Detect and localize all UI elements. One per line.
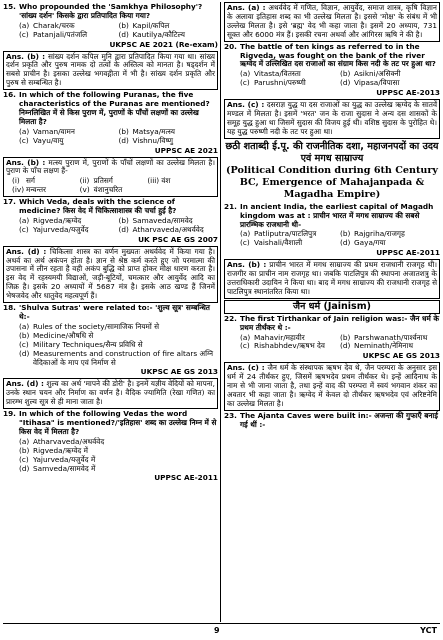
subitem-text: मन्वन्तर (26, 185, 46, 195)
option-text: Vitasta/वितस्ता (254, 69, 301, 79)
option-list (19, 438, 218, 474)
publisher-mark: YCT (420, 626, 437, 635)
option (340, 239, 440, 248)
option-text: Parushni/परुष्णी (254, 78, 306, 88)
question (224, 412, 440, 430)
option-text: Measurements and construction of fire altars अग्नि वेदिकाओं के माप एवं निर्माण से (33, 348, 214, 367)
option-key: (b) (340, 229, 351, 239)
answer-label: Ans. (d) : (6, 246, 47, 256)
option-key: (a) (240, 69, 251, 79)
option (240, 239, 340, 248)
option-text: Parshwanath/पार्श्वनाथ (354, 332, 428, 342)
answer-subitem (12, 186, 80, 195)
option-text: Vishnu/विष्णु (132, 135, 174, 145)
option-text: Vipasa/विपासा (354, 78, 400, 88)
question-number: 22. (224, 313, 237, 323)
question-number: 23. (224, 410, 237, 420)
question-text: The Ajanta Caves were built in:- अजन्ता की गुफाएँ बनाई गई थीं :- (240, 410, 438, 429)
option-key: (a) (240, 229, 251, 239)
exam-source: UPPSC AE-2011 (154, 473, 218, 483)
option-text: Mahavir/महावीर (254, 332, 305, 342)
option-list (240, 70, 440, 88)
option-key: (d) (340, 78, 351, 88)
option-key: (a) (19, 215, 30, 225)
option-text: Charak/चरक (33, 20, 75, 30)
question-text: The first Tirthankar of Jain religion was:- जैन धर्म के प्रथम तीर्थंकर थे :- (240, 313, 439, 332)
question-number: 21. (224, 201, 237, 211)
answer-text: शुल्व का अर्थ 'मापने की डोरी' है। इनमें यज्ञीय वेदियों को मापना, उनके स्थान चयन और निर्माण का वर्णन है। वैदिक ज्यामिति (रेखा गणित) का प्रारम्भ शुल्व सूत्र से ही माना जाता है। (6, 379, 215, 407)
answer-text: प्राचीन भारत में मगध साम्राज्य की प्रथम राजधानी राजगृह थी। राजगीर का प्राचीन नाम राजगृह था। जबकि पाटलिपुत्र की स्थापना अजातशत्रु के उत्तराधिकारी उदायिन ने किया था। बाद में मगध साम्राज्य की राजधानी राजगृह से पाटलिपुत्र स्थानांतरित किया था। (227, 260, 437, 296)
question (3, 91, 218, 127)
option-list (19, 217, 218, 235)
option-list (240, 230, 440, 248)
answer-subitem (147, 186, 215, 195)
option-text: Yajurveda/यजुर्वेद (33, 224, 89, 234)
subitem-key: (ii) (79, 176, 90, 186)
option-text: Kapil/कपिल (132, 20, 170, 30)
option-text: Gaya/गया (354, 238, 386, 248)
option-key: (b) (19, 445, 30, 455)
right-column (224, 2, 440, 430)
option (19, 31, 119, 40)
exam-source: UPPSC AE-2013 (376, 88, 440, 98)
option-text: Neminath/नेमिनाथ (354, 341, 414, 351)
question-number: 20. (224, 41, 237, 51)
question (224, 43, 440, 70)
option-key: (a) (19, 20, 30, 30)
option-list (19, 323, 218, 368)
option-key: (d) (19, 348, 30, 358)
answer-label: Ans. (b) : (6, 51, 46, 61)
option-list (19, 128, 218, 146)
option-list (19, 22, 218, 40)
question-text: The battle of ten kings as referred to in the Rigveda, was fought on the bank of the river ऋग्वेद में उल्लिखित दस राजाओं का संग्राम किस नदी के तट पर हुआ था? (240, 41, 436, 69)
answer-box (3, 51, 218, 91)
option-text: Patanjali/पतंजलि (33, 29, 88, 39)
option (240, 342, 340, 351)
subitem-key: (v) (79, 185, 90, 195)
answer-text: अथर्ववेद में गणित, विज्ञान, आयुर्वेद, समाज शास्त्र, कृषि विज्ञान के अलावा इतिहास शब्द का भी उल्लेख मिलता है। इससे 'मोक्ष' के संबंध में भी उल्लेख मिलता है। इसे 'ब्रह्म' वेद भी कहा जाता है। इसमें 20 अध्याय, 731 सूक्त और 6000 मंत्र हैं। इसकी रचना अथर्वा और आंगिरस ऋषि ने की है। (227, 3, 437, 39)
option-key: (b) (340, 332, 351, 342)
column-divider (220, 2, 221, 622)
option-text: Samveda/सामवेद में (33, 463, 96, 473)
option (340, 342, 440, 351)
option-text: Vaishali/वैशाली (254, 238, 303, 248)
option-key: (d) (340, 238, 351, 248)
question (3, 410, 218, 437)
option-key: (c) (19, 454, 29, 464)
chapter-heading-english: (Political Condition during 6th Century BC, Emergence of Mahajanpada & Magadha Empire) (225, 164, 439, 200)
option-key: (c) (19, 29, 29, 39)
option-key: (d) (118, 135, 129, 145)
question (3, 304, 218, 322)
option-key: (d) (118, 224, 129, 234)
question (224, 315, 440, 333)
question (224, 203, 440, 230)
exam-source: UKPSC AE 2021 (Re-exam) (109, 39, 218, 49)
subitem-text: प्रतिसर्ग (93, 176, 113, 186)
answer-box (224, 99, 440, 139)
option (119, 137, 219, 146)
answer-box (224, 259, 440, 299)
answer-box (3, 378, 218, 409)
option-key: (b) (118, 215, 129, 225)
answer-text: चिकित्सा शास्त्र का वर्णन मुख्यतः अथर्ववेद में किया गया है। अथर्व का अर्थ अकंपन होता है। ज्ञान से श्रेष्ठ कर्म करते हुए जो परमात्मा की उपासना में लीन रहता है वही अकंप बुद्धि को प्राप्त होकर मोक्ष धारण करता है। इस वेद में रहस्यमयी विद्याओं, जड़ी-बूटियों, चमत्कार और आयुर्वेद आदि का जिक्र है। इसके 20 अध्यायों में 5687 मंत्र है। इसके आठ खण्ड हैं जिनमें भेषजवेद और धातुवेद महत्वपूर्ण हैं। (6, 246, 215, 301)
option-text: Kautilya/कौटिल्य (132, 29, 186, 39)
page-footer (0, 626, 443, 638)
option-text: Patliputra/पाटलिपुत्र (254, 229, 317, 239)
answer-label: Ans. (b) : (227, 260, 267, 270)
question-text: In which of the following Puranas, the five characteristics of the Puranas are mentioned? निम्नलिखित में से किस पुराण में, पुराणों के पाँचों लक्षणों का उल्लेख मिलता है? (19, 90, 210, 126)
option-text: Atharvaveda/अथर्ववेद (132, 224, 204, 234)
footer-divider (3, 623, 440, 624)
option-key: (b) (118, 126, 129, 136)
answer-text: जैन धर्म के संस्थापक ऋषभ देव थे, जैन परम्परा के अनुसार इस धर्म में 24 तीर्थंकर हुए, जिसमें ऋषभदेव प्रथम तीर्थंकर थे। इन्हें आदिनाथ के नाम से भी जाना जाता है, तथा इन्हें वाद की परम्परा में स्वयं भगवान शंकर का अवतार भी कहा जाता है। ऋग्वेद में केवल दो तीर्थंकर ऋषभदेव एवं अरिष्टनेमि का उल्लेख मिलता है। (227, 363, 438, 408)
option-key: (b) (19, 330, 30, 340)
option-key: (c) (240, 341, 250, 351)
subitem-text: वंश (161, 176, 171, 186)
exam-source: UKPSC AE GS 2013 (362, 351, 440, 361)
answer-label: Ans. (c) : (227, 363, 265, 373)
exam-source: UKPSC AE GS 2013 (140, 367, 218, 377)
option (119, 226, 219, 235)
answer-label: Ans. (c) : (227, 100, 265, 110)
option-text: Rules of the society/सामाजिक नियमों से (33, 321, 160, 331)
question-text: Which Veda, deals with the science of medicine? किस वेद में चिकित्साशास्त्र की चर्चा हुई है? (19, 197, 177, 216)
question-text: In which of the following Vedas the word "Itihasa" is mentioned?/'इतिहास' शब्द का उल्लेख निम्न में से किस वेद में मिलता है? (19, 409, 217, 436)
option (340, 79, 440, 88)
option-text: Medicine/औषधि से (33, 330, 94, 340)
answer-box (224, 362, 440, 411)
answer-box (3, 157, 218, 198)
option (240, 79, 340, 88)
exam-source: UPPSC AE-2011 (376, 248, 440, 258)
option-key: (d) (118, 29, 129, 39)
option-key: (b) (340, 69, 351, 79)
option-key: (a) (240, 332, 251, 342)
answer-subitem (147, 177, 215, 186)
answer-label: Ans. (d) : (6, 379, 44, 389)
answer-text: सांख्य दर्शन कपिल मुनि द्वारा प्रतिपादित किया गया था। सांख्य दर्शन प्रकृति और पुरुष नामक दो तत्वों के अस्तित्व को मानता है। षड्दर्शन में सबसे प्राचीन है। इसका उल्लेख भगवद्गीता में भी है। सांख्य दर्शन प्रकृति और पुरुष से सम्बन्धित है। (6, 51, 215, 88)
exam-source: UPPSC AE 2021 (154, 145, 218, 155)
answer-box (3, 246, 218, 303)
option-text: Atharvaveda/अथर्ववेद (33, 436, 105, 446)
option (119, 31, 219, 40)
option-text: Vaman/वामन (33, 126, 75, 136)
exam-source: UK PSC AE GS 2007 (138, 234, 218, 244)
option-key: (b) (118, 20, 129, 30)
option-key: (c) (19, 135, 29, 145)
option-text: Military Techniques/सैन्य प्रविधि से (33, 339, 143, 349)
section-heading: जैन धर्म (Jainism) (224, 300, 440, 314)
question-number: 17. (3, 197, 16, 207)
subitem-text: सर्ग (26, 176, 36, 186)
question (3, 198, 218, 216)
answer-sublist (12, 177, 215, 195)
option-key: (c) (19, 339, 29, 349)
option (19, 465, 218, 474)
option (19, 226, 119, 235)
option-text: Rajgriha/राजगृह (354, 229, 405, 239)
question-number: 15. (3, 2, 16, 11)
question (3, 3, 218, 21)
option-text: Matsya/मत्स्य (132, 126, 175, 136)
option-text: Rigveda/ऋग्वेद (33, 215, 82, 225)
question-text: 'Shulva Sutras' were related to:- 'शुल्व सूत्र' सम्बन्धित थे:- (19, 303, 210, 321)
option-text: Rishabhdev/ऋषभ देव (254, 341, 325, 351)
option-key: (c) (240, 238, 250, 248)
question-number: 19. (3, 409, 16, 419)
page-number: 9 (214, 626, 220, 635)
option-text: Rigveda/ऋग्वेद में (33, 445, 88, 455)
question-text: Who propounded the 'Samkhya Philosophy'? 'सांख्य दर्शन' किसके द्वारा प्रतिपादित किया गया? (19, 2, 203, 20)
option-key: (a) (19, 436, 30, 446)
option (19, 350, 218, 368)
option-key: (a) (19, 126, 30, 136)
subitem-key: (iv) (12, 185, 25, 195)
option-key: (c) (240, 78, 250, 88)
subitem-key: (i) (12, 176, 20, 186)
question-number: 18. (3, 303, 16, 313)
chapter-heading-hindi: छठी शताब्दी ई.पू. की राजनीतिक दशा, महाजनपदों का उदय एवं मगध साम्राज्य (225, 140, 439, 164)
answer-label: Ans. (a) : (227, 3, 266, 12)
option-list (240, 334, 440, 352)
option-key: (a) (19, 321, 30, 331)
answer-text: मत्स्य पुराण में, पुराणों के पाँचों लक्षणों का उल्लेख मिलता है। पुराण के पाँच लक्षण हैं- (6, 157, 215, 176)
option-key: (d) (340, 341, 351, 351)
answer-box (224, 2, 440, 42)
question-text: In ancient India, the earliest capital of Magadh kingdom was at : प्राचीन भारत में मगध साम्राज्य की सबसे प्रारम्भिक राजधानी थी- (240, 201, 434, 229)
option-text: Yajurveda/यजुर्वेद में (33, 454, 96, 464)
option-text: Asikni/असिक्नी (354, 69, 401, 79)
option (19, 137, 119, 146)
subitem-text: वंशानुचरित (93, 185, 123, 195)
subitem-key (147, 186, 161, 195)
answer-text: दसराज्ञ युद्ध या दस राजाओं का युद्ध का उल्लेख ऋग्वेद के सातवें मण्डल में मिलता है। इसमें 'भरत' जन के राजा सुदास ने अन्य दस शासकों के समूह युद्ध हुआ था जिसमें सुदास की विजय हुई थी। वशिष्ठ सुदास के पुरोहित थे। यह युद्ध परुष्णी नदी के तट पर हुआ था। (227, 100, 438, 136)
option-key: (d) (19, 463, 30, 473)
left-column (3, 2, 218, 484)
question-number: 16. (3, 90, 16, 100)
answer-label: Ans. (b) : (6, 157, 46, 167)
subitem-key: (iii) (147, 176, 160, 186)
option-text: Vayu/वायु (33, 135, 64, 145)
option-text: Samaveda/सामवेद (132, 215, 193, 225)
option-key: (c) (19, 224, 29, 234)
answer-subitem (80, 186, 148, 195)
chapter-heading (224, 141, 440, 201)
